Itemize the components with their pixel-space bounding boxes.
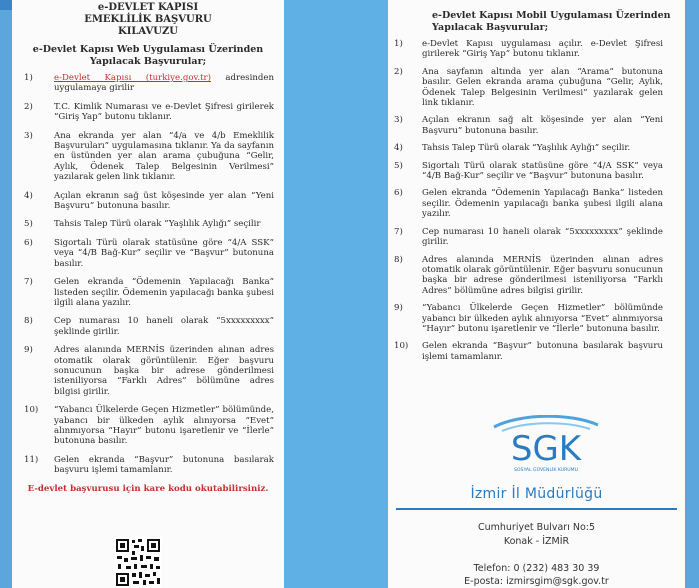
web-steps-list bbox=[12, 73, 284, 476]
list-item bbox=[388, 115, 685, 136]
step-number: 3) bbox=[394, 115, 403, 126]
step-number: 10) bbox=[394, 341, 409, 352]
step-text: Gelen ekranda “Başvur” butonuna basılarak başvuru işlemi tamamlanır. bbox=[54, 454, 274, 476]
list-item bbox=[388, 161, 685, 182]
step-number: 4) bbox=[394, 143, 403, 154]
edevlet-link[interactable]: e-Devlet Kapısı (turkiye.gov.tr) bbox=[54, 73, 211, 83]
step-number: 7) bbox=[394, 226, 403, 237]
mobile-steps-list bbox=[388, 39, 685, 362]
address-line-1: Cumhuriyet Bulvarı No:5 bbox=[477, 522, 596, 533]
qr-code[interactable] bbox=[114, 537, 162, 588]
step-text: Gelen ekranda “Ödemenin Yapılacağı Banka” listeden seçilir. Ödemenin yapılacağı banka şubesi ilgili alana yazılır. bbox=[54, 277, 274, 308]
list-item bbox=[12, 277, 284, 308]
step-text: “Yabancı Ülkelerde Geçen Hizmetler” bölümünde yabancı bir ülkeden aylık alınıyorsa “Evet” alınmıyorsa “Hayır” butonu işaretlenir ve “İlerle” butonuna basılır. bbox=[422, 303, 663, 334]
sgk-logo bbox=[476, 415, 616, 477]
step-text: T.C. Kimlik Numarası ve e-Devlet Şifresi girilerek “Giriş Yap” butonu tıklanır. bbox=[54, 101, 274, 123]
divider bbox=[396, 508, 677, 510]
org-name: İzmir İl Müdürlüğü bbox=[470, 486, 603, 502]
step-number: 2) bbox=[24, 101, 33, 112]
right-page bbox=[388, 0, 685, 588]
step-text: Adres alanında MERNİS üzerinden alınan adres otomatik olarak görüntülenir. Eğer başvuru sonucunun başka bir adrese gönderilmesi isteniliyorsa “Farklı Adres” bölümüne adres bilgisi girilir. bbox=[54, 345, 274, 397]
list-item bbox=[388, 67, 685, 109]
step-number: 6) bbox=[394, 188, 403, 199]
step-text: Ana ekranda yer alan “4/a ve 4/b Emeklilik Başvuruları” uygulamasına tıklanır. Ya da sayfanın en üstünden yer alan arama çubuğuna “Gelir, Aylık, Ödenek Talep Belgesinin Verilmesi” yazılarak gelen link tıklanır. bbox=[54, 130, 274, 183]
mobile-section-heading bbox=[432, 10, 677, 33]
step-text: Sigortalı Türü olarak statüsüne göre “4/A SSK” veya “4/B Bağ-Kur” seçilir ve “Başvur” butonuna basılır. bbox=[54, 237, 274, 269]
step-number: 11) bbox=[24, 454, 39, 465]
list-item bbox=[12, 455, 284, 476]
step-text: Açılan ekranın sağ üst köşesinde yer alan “Yeni Başvuru” butonuna basılır. bbox=[54, 190, 274, 212]
title-line-3: KILAVUZU bbox=[118, 26, 178, 37]
title-line-2: EMEKLİLİK BAŞVURU bbox=[84, 14, 212, 25]
list-item bbox=[12, 405, 284, 447]
step-number: 6) bbox=[24, 237, 33, 248]
blue-fold-gap bbox=[284, 0, 388, 588]
step-text: adresinden uygulamaya girilir bbox=[54, 73, 274, 94]
step-number: 5) bbox=[394, 160, 403, 171]
step-number: 4) bbox=[24, 190, 33, 201]
sgk-logo-caption: SOSYAL GÜVENLİK KURUMU bbox=[514, 468, 578, 473]
step-text: “Yabancı Ülkelerde Geçen Hizmetler” bölümünde, yabancı bir ülkeden aylık alınıyorsa “Evet” alınmıyorsa “Hayır” butonu işaretlenir ve “İlerle” butonuna basılır. bbox=[54, 405, 274, 447]
step-number: 2) bbox=[394, 66, 403, 77]
title-line-1: e-DEVLET KAPISI bbox=[97, 2, 199, 13]
step-text: Cep numarası 10 haneli olarak “5xxxxxxxxx” şeklinde girilir. bbox=[422, 226, 663, 248]
mobile-section-line-2: Yapılacak Başvurular; bbox=[432, 21, 549, 33]
web-section-line-2: Yapılacak Başvurular; bbox=[89, 55, 207, 67]
step-text: Açılan ekranın sağ alt köşesinde yer alan “Yeni Başvuru” butonuna basılır. bbox=[422, 115, 663, 136]
list-item bbox=[388, 227, 685, 248]
list-item bbox=[12, 102, 284, 123]
step-text: Adres alanında MERNİS üzerinden alınan adres otomatik olarak görüntülenir. Eğer başvuru sonucunun başka bir adrese gönderilmesi isteniliyorsa “Farklı Adres” bölümüne adres bilgisi girilir. bbox=[422, 254, 663, 296]
step-number: 8) bbox=[24, 316, 33, 327]
sgk-logo-text: SGK bbox=[510, 429, 582, 469]
step-number: 10) bbox=[24, 405, 39, 416]
email[interactable]: E-posta: izmirsgim@sgk.gov.tr bbox=[464, 576, 609, 587]
address-line-2: Konak - İZMİR bbox=[503, 536, 570, 547]
list-item bbox=[388, 143, 685, 153]
list-item bbox=[12, 316, 284, 337]
step-number: 9) bbox=[394, 303, 403, 314]
list-item bbox=[388, 341, 685, 362]
step-number: 9) bbox=[24, 345, 33, 356]
step-number: 1) bbox=[394, 39, 403, 49]
web-section-line-1: e-Devlet Kapısı Web Uygulaması Üzerinden bbox=[32, 44, 264, 55]
list-item bbox=[12, 191, 284, 212]
right-edge-strip bbox=[685, 0, 699, 588]
list-item bbox=[388, 39, 685, 60]
step-number: 1) bbox=[24, 73, 33, 83]
web-section-heading bbox=[12, 44, 284, 67]
list-item bbox=[12, 73, 284, 94]
step-text: Gelen ekranda “Başvur” butonuna basılarak başvuru işlemi tamamlanır. bbox=[422, 341, 663, 362]
list-item bbox=[12, 345, 284, 397]
mobile-section-line-1: e-Devlet Kapısı Mobil Uygulaması Üzerinden bbox=[432, 10, 671, 21]
left-edge-strip bbox=[0, 0, 12, 588]
step-text: e-Devlet Kapısı uygulaması açılır. e-Devlet Şifresi girilerek “Giriş Yap” butonu tıklanır. bbox=[422, 39, 663, 60]
list-item bbox=[388, 188, 685, 219]
step-text: Cep numarası 10 haneli olarak “5xxxxxxxxx” şeklinde girilir. bbox=[54, 316, 274, 337]
list-item bbox=[12, 131, 284, 183]
list-item bbox=[388, 255, 685, 297]
step-text: Tahsis Talep Türü olarak “Yaşlılık Aylığı” seçilir bbox=[54, 219, 261, 230]
step-number: 5) bbox=[24, 219, 33, 230]
step-text: Gelen ekranda “Ödemenin Yapılacağı Banka” listeden seçilir. Ödemenin yapılacağı banka şubesi ilgili alana yazılır. bbox=[422, 188, 663, 220]
list-item bbox=[12, 219, 284, 229]
step-text: Tahsis Talep Türü olarak “Yaşlılık Aylığı” seçilir. bbox=[422, 143, 631, 154]
left-page bbox=[12, 0, 284, 588]
phone: Telefon: 0 (232) 483 30 39 bbox=[473, 563, 600, 574]
step-number: 8) bbox=[394, 254, 403, 265]
list-item bbox=[12, 238, 284, 269]
qr-note: E-devlet başvurusu için kare kodu okutabilirsiniz. bbox=[27, 483, 269, 494]
step-number: 3) bbox=[24, 130, 33, 141]
step-number: 7) bbox=[24, 277, 33, 288]
list-item bbox=[388, 303, 685, 334]
step-text: Sigortalı Türü olarak statüsüne göre “4/A SSK” veya “4/B Bağ-Kur” seçilir ve “Başvur” butonuna basılır. bbox=[422, 160, 663, 182]
step-text: Ana sayfanın altında yer alan “Arama” butonuna basılır. Gelen ekranda arama çubuğuna “Gelir, Aylık, Ödenek Talep Belgesinin Verilmesi” yazılarak gelen link tıklanır. bbox=[422, 66, 663, 109]
guide-title bbox=[12, 2, 284, 38]
